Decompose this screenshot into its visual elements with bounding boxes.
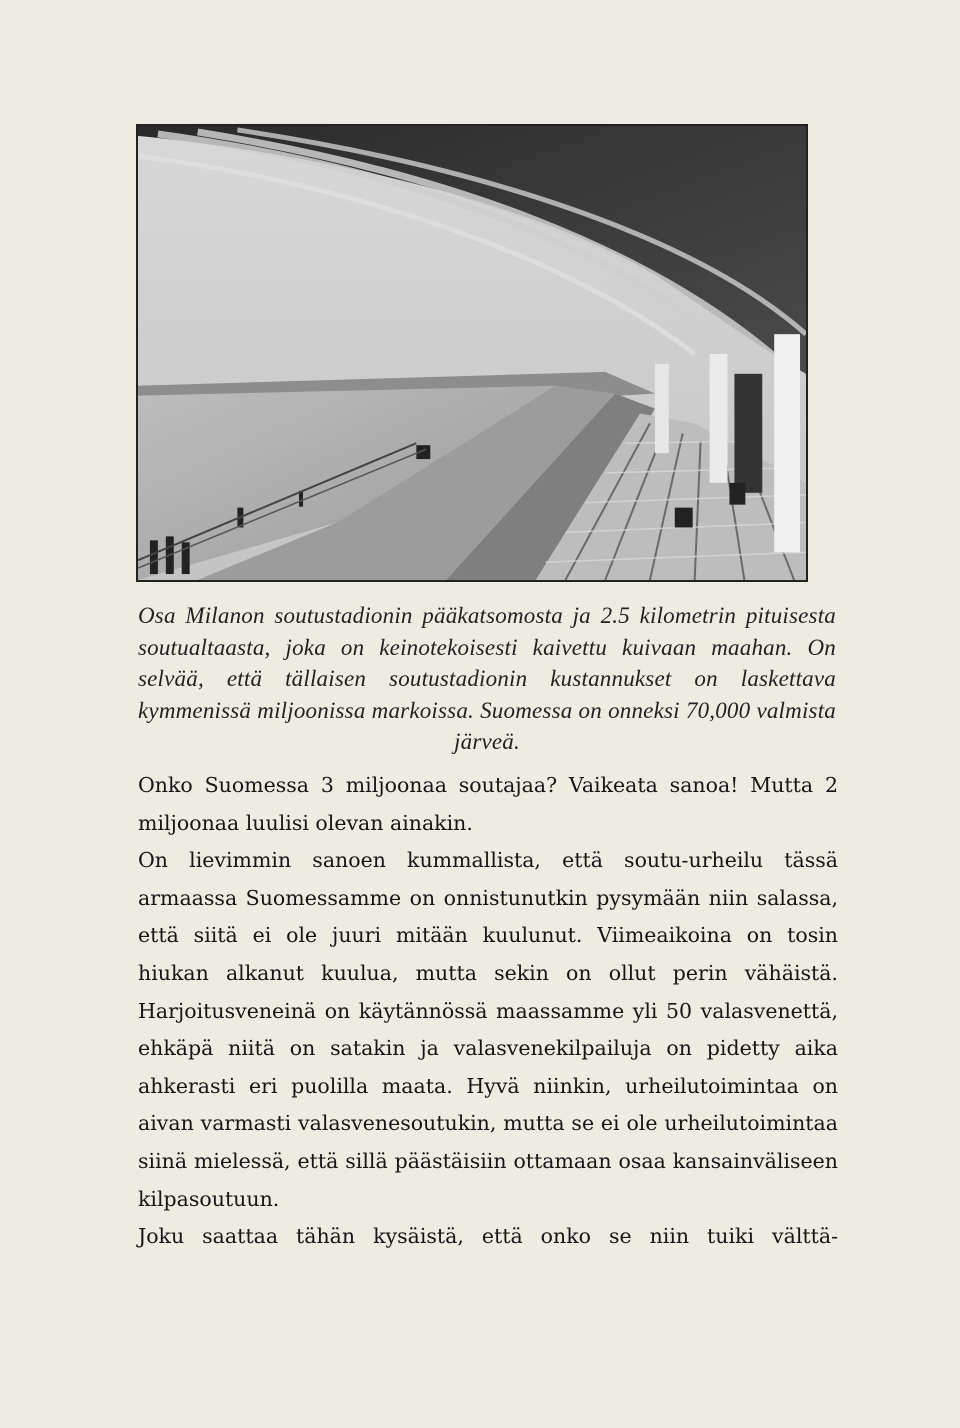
stadium-grandstand-photo-icon <box>138 126 806 580</box>
stadium-photo <box>136 124 808 582</box>
photo-caption: Osa Milanon soutustadionin pääkatsomosta ja 2.5 kilometrin pituisesta soutualtaasta, joka on keinotekoisesti kaivettu kuivaan maahan. On selvää, että tällaisen soutustadionin kustannukset on laskettava kymmenissä miljoonissa markoissa. Suomessa on onneksi 70,000 valmista järveä. <box>138 603 836 754</box>
paragraph-3: Joku saattaa tähän kysäistä, että onko se niin tuiki välttä- <box>138 1224 838 1249</box>
paragraph-1: Onko Suomessa 3 miljoonaa soutajaa? Vaikeata sanoa! Mutta 2 miljoonaa luulisi olevan ainakin. <box>138 773 838 835</box>
paragraph-2: On lievimmin sanoen kummallista, että soutu-urheilu tässä armaassa Suomessamme on onnistunutkin pysymään niin salassa, että siitä ei ole juuri mitään kuulunut. Viimeaikoina on tosin hiukan alkanut kuulua, mutta sekin on ollut perin vähäistä. Harjoitusveneinä on käytännössä maassamme yli 50 valasvenettä, ehkäpä niitä on satakin ja valasvenekilpailuja on pidetty aika ahkerasti eri puolilla maata. Hyvä niinkin, urheilutoimintaa on aivan varmasti valasvenesoutukin, mutta se ei ole urheilutoimintaa siinä mielessä, että sillä päästäisiin ottamaan osaa kansainväliseen kilpasoutuun. <box>138 848 838 1211</box>
article-body <box>138 767 838 1256</box>
